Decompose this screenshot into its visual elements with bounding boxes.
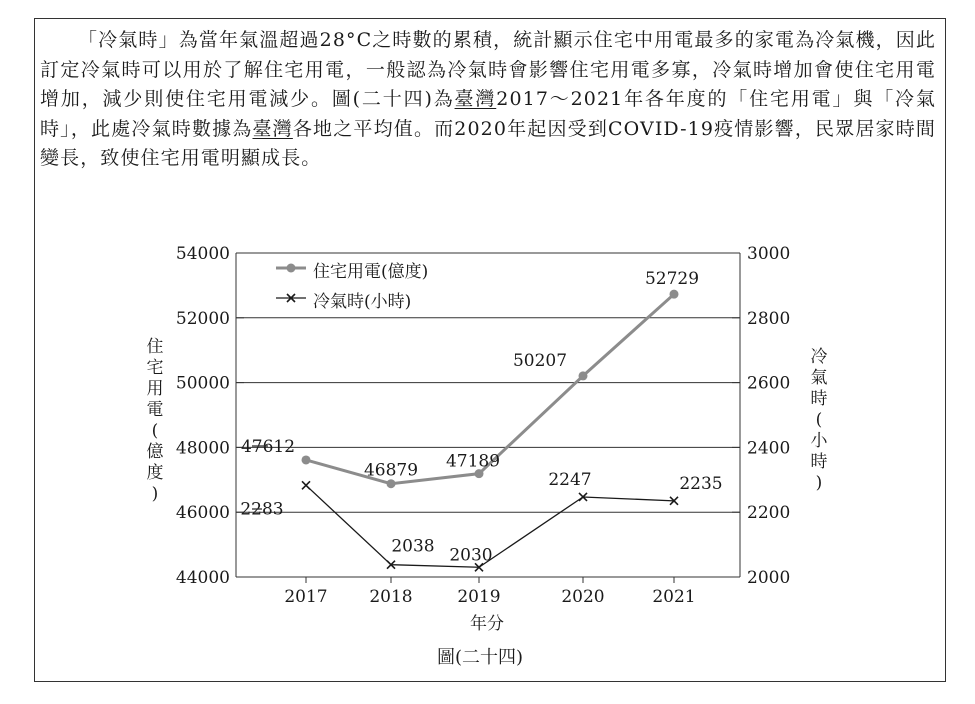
figure-caption: 圖(二十四) bbox=[437, 647, 524, 668]
left-tick-label: 44000 bbox=[175, 568, 230, 588]
electricity-point bbox=[302, 455, 311, 464]
electricity-point bbox=[670, 290, 679, 299]
right-tick-label: 2400 bbox=[747, 438, 791, 459]
left-axis-label: 住 宅 用 電 ( 億 度 ) bbox=[146, 337, 164, 504]
cooling-hours-data-label: 2235 bbox=[679, 473, 723, 494]
electricity-data-label: 47189 bbox=[445, 451, 501, 472]
left-tick-label: 48000 bbox=[175, 438, 230, 459]
cooling-hours-data-label: 2030 bbox=[449, 545, 493, 566]
x-tick-label: 2017 bbox=[284, 587, 328, 607]
paragraph-text-2: 2017～2021年各年度的「住宅用電」與「冷氣時」，此處冷氣時數據為 bbox=[40, 88, 937, 140]
cooling-hours-point bbox=[302, 481, 310, 489]
right-tick-label: 2000 bbox=[747, 568, 791, 588]
cooling-hours-data-label: 2283 bbox=[240, 499, 284, 520]
electricity-data-label: 50207 bbox=[512, 350, 568, 371]
right-tick-label: 3000 bbox=[747, 244, 791, 264]
left-tick-label: 50000 bbox=[175, 373, 230, 394]
paragraph-text-3: 各地之平均值。而2020年起因受到COVID-19疫情影響，民眾居家時間變長，致使住宅用電明顯成長。 bbox=[40, 117, 936, 169]
cooling-hours-data-label: 2247 bbox=[548, 469, 592, 490]
right-tick-label: 2600 bbox=[747, 373, 791, 394]
underlined-term-1: 臺灣 bbox=[454, 88, 497, 110]
x-tick-label: 2018 bbox=[369, 587, 413, 607]
left-tick-label: 52000 bbox=[175, 308, 230, 329]
left-tick-label: 46000 bbox=[175, 503, 230, 524]
electricity-data-label: 46879 bbox=[363, 460, 419, 481]
right-tick-label: 2200 bbox=[747, 503, 791, 524]
left-tick-label: 54000 bbox=[175, 244, 230, 264]
right-axis-label: 冷 氣 時 ( 小 時 ) bbox=[810, 347, 828, 493]
underlined-term-2: 臺灣 bbox=[252, 117, 293, 140]
legend-marker-electricity bbox=[287, 264, 296, 273]
legend-item-cooling-hours: 冷氣時(小時) bbox=[313, 292, 412, 312]
electricity-point bbox=[579, 371, 588, 380]
electricity-data-label: 52729 bbox=[644, 269, 700, 290]
x-axis-label: 年分 bbox=[470, 614, 504, 634]
cooling-hours-data-label: 2038 bbox=[391, 536, 435, 557]
electricity-data-label: 47612 bbox=[240, 436, 296, 457]
x-tick-label: 2021 bbox=[652, 587, 696, 607]
paragraph-text-1: 「冷氣時」為當年氣溫超過28°C之時數的累積，統計顯示住宅中用電最多的家電為冷氣機，因此訂定冷氣時可以用於了解住宅用電，一般認為冷氣時會影響住宅用電多寡，冷氣時增加會使住宅用電增加，減少則使住宅用電減少。圖(二十四)為 bbox=[40, 29, 936, 110]
x-tick-label: 2019 bbox=[457, 587, 501, 607]
legend-item-electricity: 住宅用電(億度) bbox=[313, 262, 429, 282]
x-tick-label: 2020 bbox=[561, 587, 605, 607]
right-tick-label: 2800 bbox=[747, 308, 791, 329]
